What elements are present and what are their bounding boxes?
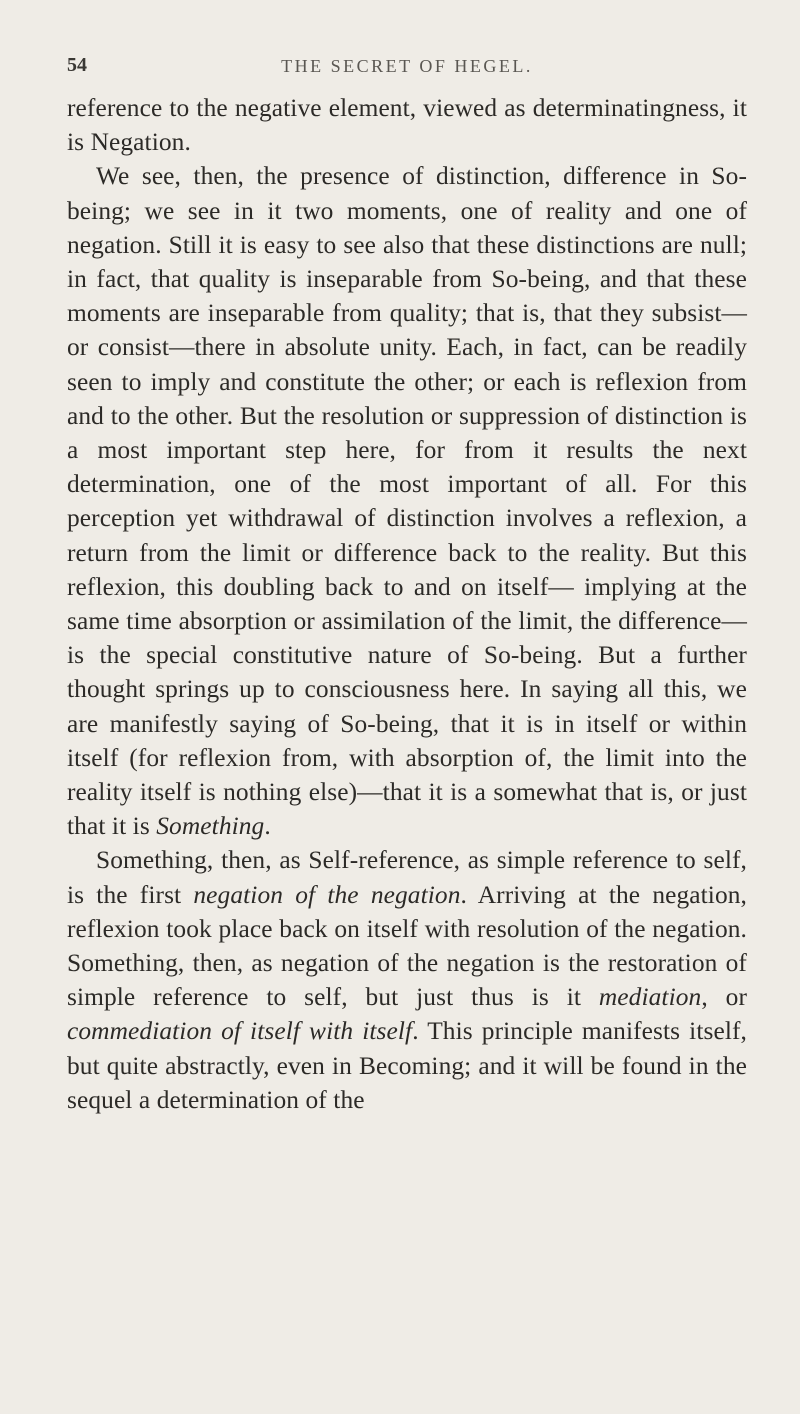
paragraph-something — [67, 843, 747, 1117]
emphasis-mediation: mediation — [598, 983, 702, 1012]
running-title: THE SECRET OF HEGEL. — [281, 56, 533, 76]
paragraph-text: . — [264, 812, 271, 841]
paragraph-text: We see, then, the presence of distinction, difference in So-being; we see in it two moments, one of reality and one of negation. Still it is easy to see also that these distinctions are null; in fact, that quality is inseparable from So-being, and that these moments are inseparable from quality; that is, that they subsist—or consist—there in absolute unity. Each, in fact, can be readily seen to imply and constitute the other; or each is reflexion from and to the other. But the resolution or suppression of distinction is a most important step here, for from it results the next determination, one of the most important of all. For this perception yet withdrawal of distinction involves a reflexion, a return from the limit or difference back to the reality. But this reflexion, this doubling back to and on itself— implying at the same time absorption or assimilation of the limit, the difference—is the special constitutive nature of So-being. But a further thought springs up to consciousness here. In saying all this, we are manifestly saying of So-being, that it is in itself or within itself (for reflexion from, with absorption of, the limit into the reality itself is nothing else)—that it is a somewhat that is, or just that it is — [67, 162, 747, 841]
emphasis-something: Something — [156, 812, 265, 841]
emphasis-commediation: commediation of itself with itself — [67, 1017, 413, 1046]
paragraph-so-being — [67, 159, 747, 843]
body-text — [67, 91, 747, 1117]
page-number: 54 — [67, 54, 87, 76]
paragraph-text: . Arriving at the negation, reflexion took place back on itself with resolution of the negation. Something, then, as negation of the negation is the restoration of simple reference to self, but just thus is it — [67, 880, 748, 1012]
paragraph-continuation: reference to the negative element, viewed as determinatingness, it is Negation. — [67, 94, 747, 157]
paragraph-text: . This principle manifests itself, but quite abstractly, even in Becoming; and it will be found in the sequel a determination of the — [67, 1017, 747, 1114]
emphasis-negation-of-negation: negation of the negation — [193, 880, 461, 909]
paragraph-text: , or — [701, 983, 747, 1012]
paragraph-text: Something, then, as Self-reference, as simple reference to self, is the first — [67, 846, 747, 909]
running-head — [67, 54, 747, 84]
